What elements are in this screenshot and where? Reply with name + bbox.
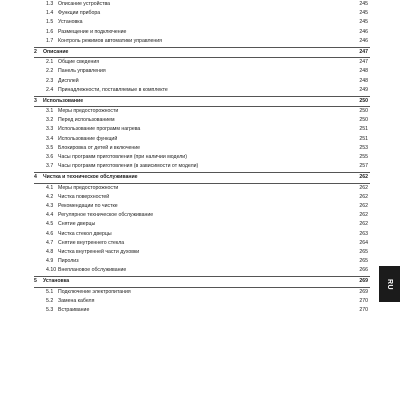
toc-entry-title: Панель управления	[58, 68, 106, 75]
toc-entry-title: Меры предосторожности	[58, 108, 119, 115]
toc-entry-page: 266	[359, 267, 368, 274]
toc-entry-page: 262	[359, 174, 368, 181]
toc-entry-title: Снятие внутреннего стекла	[58, 239, 125, 246]
toc-entry-number: 4.8	[46, 248, 54, 255]
toc-entry-number: 5	[34, 278, 37, 285]
toc-entry-page: 250	[359, 117, 368, 124]
toc-chapter-row[interactable]	[34, 47, 370, 58]
toc-entry-number: 3.6	[46, 154, 54, 160]
toc-section-row[interactable]	[34, 297, 370, 306]
toc-section-row[interactable]	[34, 306, 370, 315]
toc-section-row[interactable]	[34, 257, 370, 266]
toc-entry-title: Использование программ нагрева	[58, 126, 141, 133]
toc-entry-page: 269	[359, 278, 368, 285]
toc-section-row[interactable]	[34, 67, 370, 76]
toc-entry-number: 2	[34, 48, 37, 55]
toc-entry-number: 4.10	[46, 267, 57, 274]
toc-entry-page: 257	[359, 163, 368, 170]
toc-entry-title: Установка	[58, 19, 83, 26]
toc-entry-title: Размещение и подключение	[58, 28, 127, 35]
toc-entry-number: 4.5	[46, 221, 54, 228]
toc-entry-title: Блокировка от детей и включение	[58, 144, 141, 151]
toc-entry-page: 245	[359, 19, 368, 26]
toc-entry-title: Часы программ приготовления (в зависимости от модели)	[58, 163, 199, 170]
toc-section-row[interactable]	[34, 135, 370, 144]
toc-entry-title: Чистка внутренней части духовки	[58, 248, 140, 255]
toc-section-row[interactable]	[34, 58, 370, 67]
toc-section-row[interactable]	[34, 184, 370, 193]
toc-entry-number: 2.2	[46, 68, 54, 75]
toc-section-row[interactable]	[34, 202, 370, 211]
toc-section-row[interactable]	[34, 28, 370, 37]
toc-entry-page: 264	[359, 239, 368, 246]
toc-entry-title: Чистка поверхностей	[58, 193, 110, 200]
toc-entry-title: Дисплей	[58, 77, 79, 84]
toc-entry-page: 262	[359, 184, 368, 191]
toc-entry-number: 3.1	[46, 108, 54, 115]
toc-section-row[interactable]	[34, 220, 370, 229]
table-of-contents	[34, 0, 370, 315]
toc-entry-number: 1.5	[46, 19, 54, 26]
toc-entry-number: 5.2	[46, 297, 54, 304]
toc-entry-page: 262	[359, 193, 368, 200]
toc-entry-page: 270	[359, 297, 368, 304]
toc-entry-page: 250	[359, 108, 368, 115]
toc-entry-page: 265	[359, 258, 368, 265]
language-tab-label: RU	[386, 278, 393, 290]
toc-entry-title: Описание	[43, 48, 69, 55]
toc-entry-number: 3	[34, 97, 37, 104]
toc-section-row[interactable]	[34, 288, 370, 297]
toc-section-row[interactable]	[34, 9, 370, 18]
toc-section-row[interactable]	[34, 266, 370, 275]
toc-entry-page: 262	[359, 202, 368, 209]
toc-section-row[interactable]	[34, 193, 370, 202]
toc-section-row[interactable]	[34, 162, 370, 171]
toc-entry-title: Регулярное техническое обслуживание	[58, 212, 154, 219]
toc-entry-number: 1.6	[46, 28, 54, 35]
toc-section-row[interactable]	[34, 77, 370, 86]
toc-entry-page: 247	[359, 59, 368, 66]
toc-section-row[interactable]	[34, 18, 370, 27]
toc-section-row[interactable]	[34, 107, 370, 116]
toc-entry-page: 248	[359, 77, 368, 84]
toc-entry-page: 251	[359, 135, 368, 142]
toc-entry-title: Пиролиз	[58, 258, 79, 265]
toc-entry-number: 4.4	[46, 212, 54, 219]
toc-entry-title: Встраивание	[58, 307, 90, 313]
toc-entry-title: Использование	[43, 97, 84, 104]
toc-entry-page: 249	[359, 86, 368, 93]
toc-section-row[interactable]	[34, 248, 370, 257]
toc-entry-number: 4.2	[46, 193, 54, 200]
toc-section-row[interactable]	[34, 125, 370, 134]
toc-entry-page: 246	[359, 37, 368, 44]
toc-section-row[interactable]	[34, 153, 370, 162]
toc-entry-title: Часы программ приготовления (при наличии модели)	[58, 154, 187, 160]
toc-entry-number: 4.7	[46, 239, 54, 246]
toc-entry-page: 262	[359, 212, 368, 219]
toc-entry-title: Принадлежности, поставляемые в комплекте	[58, 86, 168, 93]
toc-entry-title: Перед использованием	[58, 117, 115, 124]
toc-entry-page: 262	[359, 221, 368, 228]
toc-entry-number: 1.3	[46, 1, 54, 7]
toc-entry-number: 1.4	[46, 10, 54, 17]
toc-entry-number: 3.4	[46, 135, 54, 142]
toc-entry-title: Рекомендации по чистке	[58, 202, 118, 209]
toc-entry-page: 247	[359, 48, 368, 55]
toc-entry-number: 5.3	[46, 307, 54, 313]
toc-entry-page: 251	[359, 126, 368, 133]
toc-entry-title: Снятие дверцы	[58, 221, 96, 228]
toc-entry-number: 3.5	[46, 144, 54, 151]
toc-entry-page: 269	[359, 288, 368, 295]
toc-section-row[interactable]	[34, 0, 370, 9]
toc-entry-number: 2.1	[46, 59, 54, 66]
toc-section-row[interactable]	[34, 144, 370, 153]
toc-entry-number: 3.2	[46, 117, 54, 124]
toc-section-row[interactable]	[34, 239, 370, 248]
language-tab	[379, 266, 400, 302]
toc-entry-title: Внеплановое обслуживание	[58, 267, 127, 274]
toc-entry-page: 245	[359, 1, 368, 7]
toc-entry-page: 265	[359, 248, 368, 255]
toc-entry-title: Установка	[43, 278, 70, 285]
toc-entry-title: Функции прибора	[58, 10, 101, 17]
toc-entry-number: 5.1	[46, 288, 54, 295]
toc-chapter-row[interactable]	[34, 172, 370, 183]
toc-entry-number: 4.3	[46, 202, 54, 209]
toc-chapter-row[interactable]	[34, 96, 370, 107]
toc-entry-page: 246	[359, 28, 368, 35]
toc-entry-number: 4.9	[46, 258, 54, 265]
toc-entry-title: Использование функций	[58, 135, 118, 142]
toc-entry-title: Чистка стекол дверцы	[58, 230, 112, 237]
toc-section-row[interactable]	[34, 86, 370, 95]
toc-section-row[interactable]	[34, 211, 370, 220]
toc-entry-page: 245	[359, 10, 368, 17]
toc-entry-number: 3.3	[46, 126, 54, 133]
toc-entry-number: 3.7	[46, 163, 54, 170]
toc-entry-number: 2.4	[46, 86, 54, 93]
toc-entry-title: Подключение электропитания	[58, 288, 131, 295]
toc-entry-page: 248	[359, 68, 368, 75]
toc-chapter-row[interactable]	[34, 276, 370, 287]
toc-entry-title: Контроль режимов автоматики управления	[58, 37, 162, 44]
toc-entry-title: Описание устройства	[58, 1, 111, 7]
toc-entry-page: 253	[359, 144, 368, 151]
toc-entry-title: Чистка и техническое обслуживание	[43, 174, 138, 181]
toc-section-row[interactable]	[34, 230, 370, 239]
toc-entry-page: 250	[359, 97, 368, 104]
toc-entry-number: 1.7	[46, 37, 54, 44]
toc-entry-page: 263	[359, 230, 368, 237]
toc-entry-title: Замена кабеля	[58, 297, 95, 304]
toc-entry-number: 4.1	[46, 184, 54, 191]
toc-entry-number: 4	[34, 174, 37, 181]
toc-entry-title: Общие сведения	[58, 59, 100, 66]
toc-entry-number: 2.3	[46, 77, 54, 84]
toc-entry-number: 4.6	[46, 230, 54, 237]
toc-entry-title: Меры предосторожности	[58, 184, 119, 191]
toc-entry-page: 255	[359, 154, 368, 160]
toc-entry-page: 270	[359, 307, 368, 313]
toc-section-row[interactable]	[34, 116, 370, 125]
toc-section-row[interactable]	[34, 37, 370, 46]
